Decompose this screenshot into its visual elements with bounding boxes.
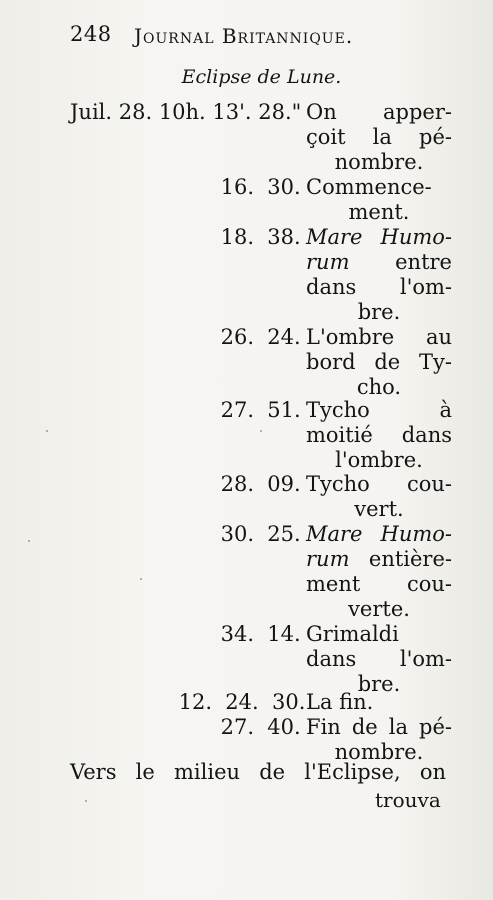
entry-second: 30. xyxy=(267,175,301,199)
entry-description xyxy=(306,690,452,715)
entry-date: Juil. 28. xyxy=(70,100,153,124)
entry-description xyxy=(306,175,452,225)
description-line: dans l'om- xyxy=(306,647,452,671)
description-line: l'ombre. xyxy=(335,448,423,472)
description-line: çoit la pé- xyxy=(306,125,452,149)
entry-time xyxy=(214,225,301,249)
entry-description xyxy=(306,522,452,622)
description-line: Grimaldi xyxy=(306,622,399,646)
entry-hour: 12. xyxy=(178,690,212,714)
entry-second: 09. xyxy=(267,472,301,496)
description-line: bre. xyxy=(357,672,401,696)
description-line: nombre. xyxy=(334,740,424,764)
page-number: 248 xyxy=(70,22,112,46)
entry-time xyxy=(214,472,301,496)
paper-speck xyxy=(260,430,262,432)
description-line: Fin de la pé- xyxy=(306,715,452,739)
entry-time xyxy=(172,690,305,714)
entry-time xyxy=(214,325,301,349)
catchword: trouva xyxy=(375,788,441,812)
entry-minute: 34. xyxy=(220,622,254,646)
entry-second: 51. xyxy=(267,398,301,422)
description-line: L'ombre au xyxy=(306,325,452,349)
first-entry-description xyxy=(306,100,452,175)
paper-speck xyxy=(28,540,30,542)
description-line: bre. xyxy=(357,300,401,324)
entry-minute: 27. xyxy=(220,715,254,739)
description-line: Tycho à xyxy=(306,398,452,422)
description-line: On apper- xyxy=(306,100,452,124)
entry-time xyxy=(214,522,301,546)
entry-description xyxy=(306,622,452,697)
paper-speck xyxy=(46,430,48,432)
description-line: bord de Ty- xyxy=(306,350,452,374)
description-italic: rum xyxy=(306,250,350,274)
description-line: Mare Humo- xyxy=(306,225,452,249)
description-line xyxy=(306,547,452,572)
entry-description xyxy=(306,398,452,473)
first-entry-time xyxy=(70,100,301,124)
description-line: moitié dans xyxy=(306,423,452,447)
description-line: Tycho cou- xyxy=(306,472,452,496)
entry-minute: 27. xyxy=(220,398,254,422)
entry-description xyxy=(306,225,452,325)
entry-second: 40. xyxy=(267,715,301,739)
entry-description xyxy=(306,325,452,400)
entry-minute: 24. xyxy=(225,690,259,714)
entry-time xyxy=(214,175,301,199)
entry-description xyxy=(306,472,452,522)
entry-description xyxy=(306,715,452,765)
page-header xyxy=(70,18,450,52)
entry-second: 38. xyxy=(267,225,301,249)
description-line: nombre. xyxy=(334,150,424,174)
paper-speck xyxy=(85,800,87,802)
running-title: Journal Britannique. xyxy=(134,24,354,48)
description-suffix: entière- xyxy=(349,547,452,571)
description-line: Mare Humo- xyxy=(306,522,452,546)
entry-time xyxy=(214,622,301,646)
description-line: verte. xyxy=(348,597,410,621)
entry-second: 25. xyxy=(267,522,301,546)
description-line xyxy=(306,250,452,275)
description-line: cho. xyxy=(356,375,402,399)
entry-second: 30. xyxy=(271,690,306,714)
paper-speck xyxy=(140,578,142,580)
entry-time xyxy=(214,398,301,422)
description-line: ment. xyxy=(348,200,410,224)
description-line: Commence- xyxy=(306,175,432,199)
closing-line: Vers le milieu de l'Eclipse, on xyxy=(70,760,446,784)
section-title: Eclipse de Lune. xyxy=(181,66,342,88)
description-italic: rum xyxy=(306,547,350,571)
entry-second: 24. xyxy=(267,325,301,349)
description-line: dans l'om- xyxy=(306,275,452,299)
entry-second: 28." xyxy=(258,100,302,124)
entry-time xyxy=(214,715,301,739)
entry-minute: 13'. xyxy=(212,100,252,124)
entry-minute: 18. xyxy=(220,225,254,249)
description-line: vert. xyxy=(354,497,404,521)
entry-second: 14. xyxy=(267,622,301,646)
description-suffix: entre xyxy=(349,250,452,274)
description-line: La fin. xyxy=(306,690,374,714)
entry-minute: 26. xyxy=(220,325,254,349)
description-line: ment cou- xyxy=(306,572,452,596)
entry-minute: 28. xyxy=(220,472,254,496)
entry-minute: 30. xyxy=(220,522,254,546)
entry-minute: 16. xyxy=(220,175,254,199)
entry-hour: 10h. xyxy=(158,100,206,124)
